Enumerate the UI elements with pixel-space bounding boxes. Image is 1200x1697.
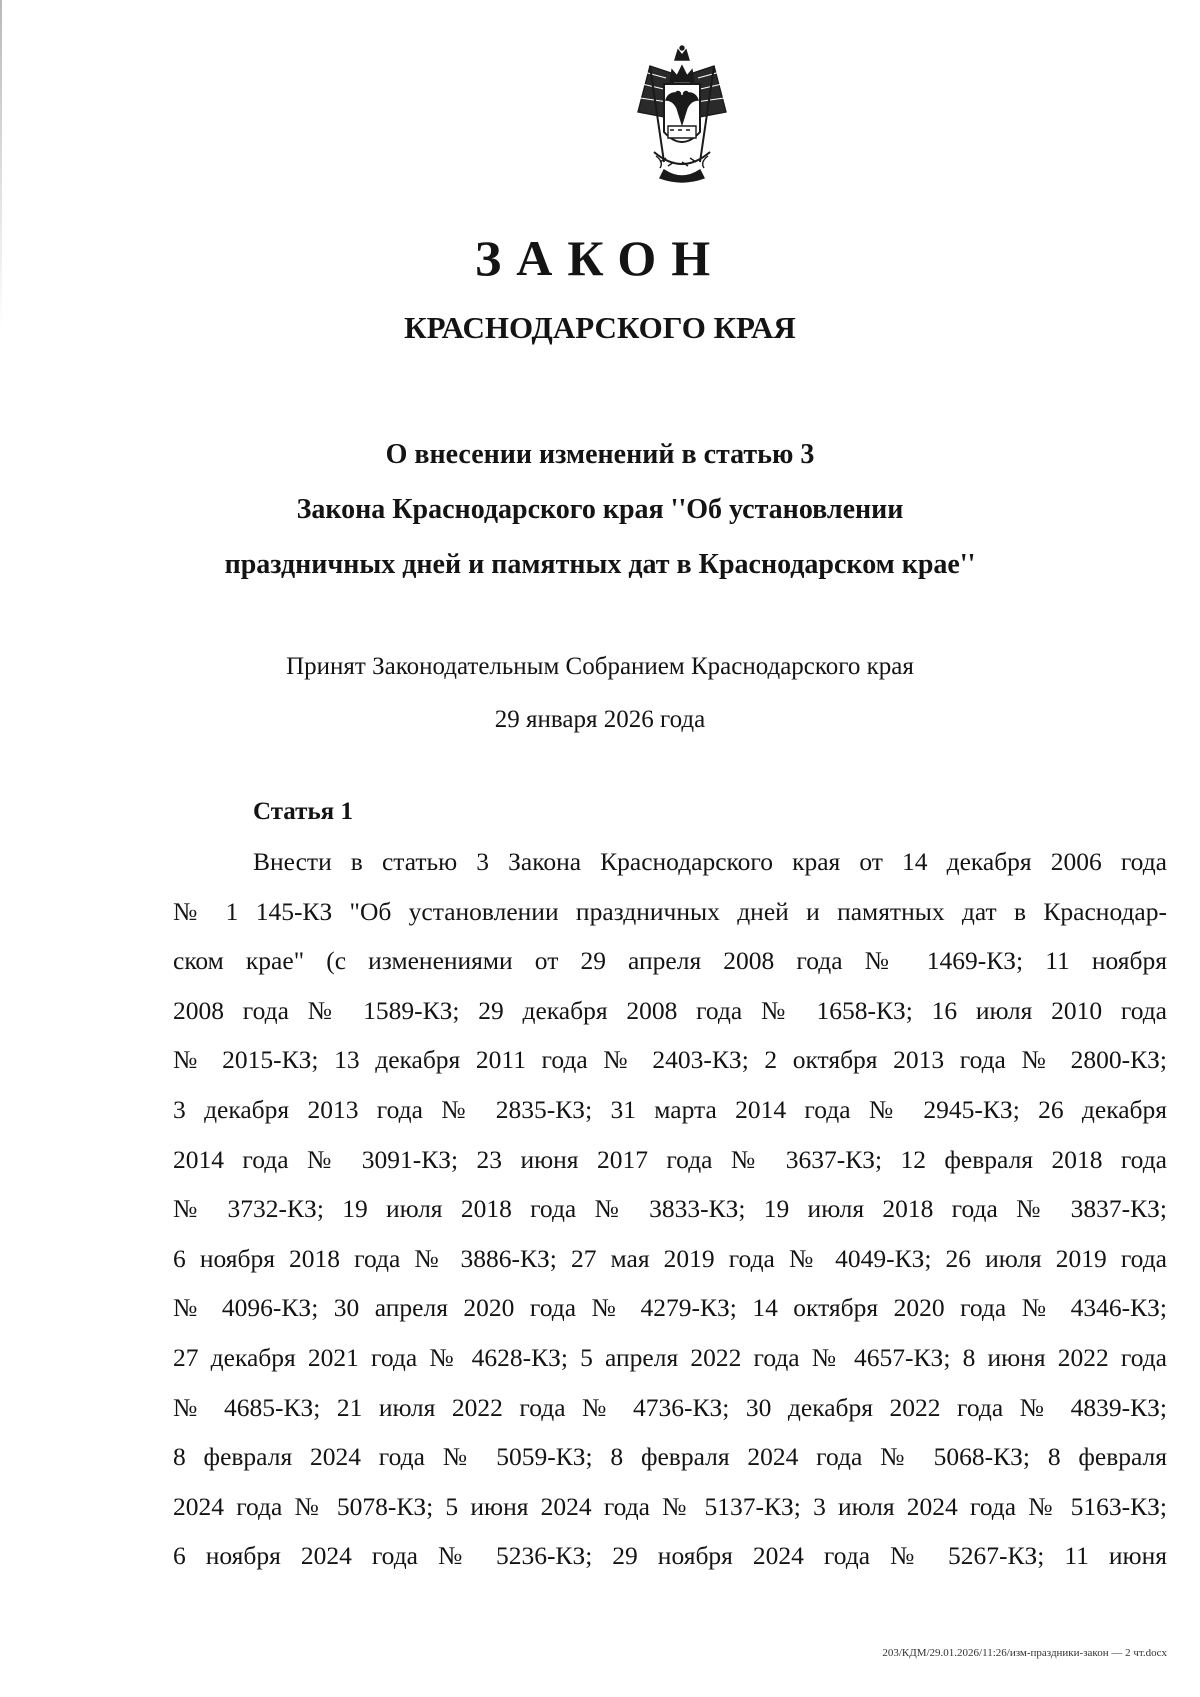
adoption-date: 29 января 2026 года (494, 706, 706, 733)
article-line: 2024 года № 5078-КЗ; 5 июня 2024 года № 5137-КЗ; 3 июля 2024 года № 5163-КЗ; (173, 1491, 1167, 1521)
law-heading (0, 427, 1200, 592)
article-line: № 2015-КЗ; 13 декабря 2011 года № 2403-КЗ; 2 октября 2013 года № 2800-КЗ; (173, 1045, 1167, 1075)
law-heading-line: праздничных дней и памятных дат в Краснодарском крае'' (224, 549, 976, 580)
article-line: 6 ноября 2024 года № 5236-КЗ; 29 ноября 2024 года № 5267-КЗ; 11 июня (173, 1541, 1167, 1571)
article-line: 6 ноября 2018 года № 3886-КЗ; 27 мая 2019 года № 4049-КЗ; 26 июля 2019 года (173, 1243, 1167, 1273)
article-line: № 4685-КЗ; 21 июля 2022 года № 4736-КЗ; 30 декабря 2022 года № 4839-КЗ; (173, 1392, 1167, 1422)
article-line: 8 февраля 2024 года № 5059-КЗ; 8 февраля 2024 года № 5068-КЗ; 8 февраля (173, 1442, 1167, 1472)
article-line: 3 декабря 2013 года № 2835-КЗ; 31 марта 2014 года № 2945-КЗ; 26 декабря (173, 1094, 1167, 1124)
adoption-body: Принят Законодательным Собранием Краснодарского края (286, 653, 914, 680)
article-heading: Статья 1 (253, 798, 353, 825)
document-title: ЗАКОН (474, 230, 726, 286)
article-body (173, 837, 1167, 1581)
article-line: Внести в статью 3 Закона Краснодарского края от 14 декабря 2006 года (253, 847, 1167, 876)
article-line: 27 декабря 2021 года № 4628-КЗ; 5 апреля 2022 года № 4657-КЗ; 8 июня 2022 года (173, 1342, 1167, 1372)
krasnodar-krai-coat-of-arms-icon (620, 44, 744, 184)
law-heading-line: О внесении изменений в статью 3 (385, 439, 815, 470)
document-subtitle: КРАСНОДАРСКОГО КРАЯ (404, 310, 796, 345)
article-line: 2014 года № 3091-КЗ; 23 июня 2017 года № 3637-КЗ; 12 февраля 2018 года (173, 1144, 1167, 1174)
article-line: № 4096-КЗ; 30 апреля 2020 года № 4279-КЗ; 14 октября 2020 года № 4346-КЗ; (173, 1293, 1167, 1323)
article-line: 2008 года № 1589-КЗ; 29 декабря 2008 года № 1658-КЗ; 16 июля 2010 года (173, 995, 1167, 1025)
article-line: № 1 145-КЗ "Об установлении праздничных дней и памятных дат в Краснодар- (173, 896, 1167, 926)
adoption-note (0, 640, 1200, 746)
law-heading-line: Закона Краснодарского края ''Об установлении (296, 494, 904, 525)
article-line: № 3732-КЗ; 19 июля 2018 года № 3833-КЗ; 19 июля 2018 года № 3837-КЗ; (173, 1194, 1167, 1224)
file-footer-stamp: 203/КДМ/29.01.2026/11:26/изм-праздники-закон — 2 чт.docx (882, 1647, 1167, 1659)
article-line: ском крае" (с изменениями от 29 апреля 2008 года № 1469-КЗ; 11 ноября (173, 946, 1167, 976)
